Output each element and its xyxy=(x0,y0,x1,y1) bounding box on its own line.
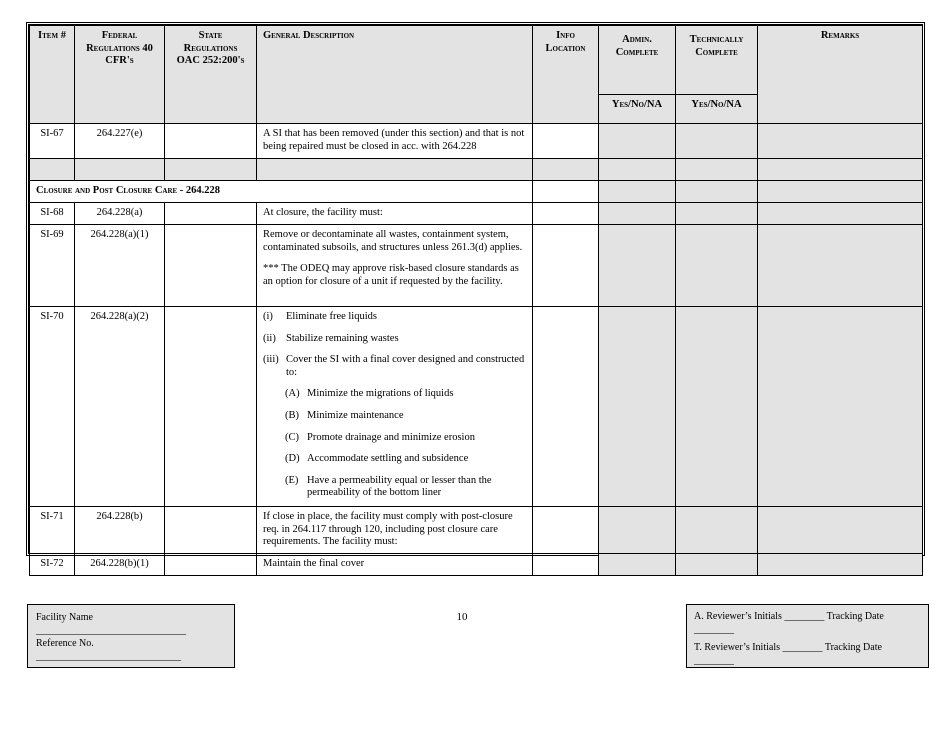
federal-cell: 264.227(e) xyxy=(75,124,165,159)
reference-no-field[interactable]: Reference No. _____________________________ xyxy=(36,638,181,662)
header-federal: Federal Regulations 40 CFR's xyxy=(75,26,165,124)
header-technically-complete: Technically Complete xyxy=(676,26,758,95)
header-yes-no-na-admin: Yes/No/NA xyxy=(599,95,676,124)
remarks-cell[interactable] xyxy=(758,203,923,225)
technically-complete-cell[interactable] xyxy=(676,181,758,203)
technically-complete-cell[interactable] xyxy=(676,307,758,507)
remarks-cell[interactable] xyxy=(758,124,923,159)
item-cell: SI-71 xyxy=(30,506,75,553)
item-cell: SI-68 xyxy=(30,203,75,225)
description-cell: If close in place, the facility must comply with post-closure req. in 264.117 through 120, including post closure care requirements. The facility must: xyxy=(257,506,533,553)
header-state: State Regulations OAC 252:200's xyxy=(165,26,257,124)
description-note: *** The ODEQ may approve risk-based closure standards as an option for closure of a unit if requested by the facility. xyxy=(263,263,519,287)
item-cell: SI-67 xyxy=(30,124,75,159)
remarks-cell[interactable] xyxy=(758,307,923,507)
section-row xyxy=(30,181,923,203)
blank-row xyxy=(30,159,923,181)
state-cell[interactable] xyxy=(165,124,257,159)
info-location-cell[interactable] xyxy=(533,553,599,575)
state-cell[interactable] xyxy=(165,225,257,307)
federal-cell: 264.228(a)(1) xyxy=(75,225,165,307)
description-cell: Maintain the final cover xyxy=(257,553,533,575)
table-row xyxy=(30,225,923,307)
admin-complete-cell[interactable] xyxy=(599,506,676,553)
list-item: (iii) Cover the SI with a final cover designed and constructed to: xyxy=(263,354,525,378)
page-number: 10 xyxy=(456,611,468,623)
list-item: (A) Minimize the migrations of liquids xyxy=(285,388,454,400)
list-item: (E) Have a permeability equal or lesser than the permeability of the bottom liner xyxy=(285,474,492,499)
list-item: (B) Minimize maintenance xyxy=(285,409,404,421)
federal-cell: 264.228(b)(1) xyxy=(75,553,165,575)
list-item: (D) Accommodate settling and subsidence xyxy=(285,453,469,465)
technically-complete-cell[interactable] xyxy=(676,506,758,553)
header-admin-complete: Admin. Complete xyxy=(599,26,676,95)
state-cell[interactable] xyxy=(165,553,257,575)
admin-complete-cell[interactable] xyxy=(599,225,676,307)
federal-cell: 264.228(b) xyxy=(75,506,165,553)
section-title: Closure and Post Closure Care - 264.228 xyxy=(30,181,533,203)
info-location-cell[interactable] xyxy=(533,307,599,507)
table-row xyxy=(30,203,923,225)
federal-cell: 264.228(a)(2) xyxy=(75,307,165,507)
admin-complete-cell[interactable] xyxy=(599,307,676,507)
remarks-cell[interactable] xyxy=(758,225,923,307)
info-location-cell[interactable] xyxy=(533,181,599,203)
info-location-cell[interactable] xyxy=(533,506,599,553)
description-cell xyxy=(257,307,533,507)
technically-complete-cell[interactable] xyxy=(676,553,758,575)
header-info-location: Info Location xyxy=(533,26,599,124)
technically-complete-cell[interactable] xyxy=(676,124,758,159)
facility-info-box xyxy=(27,604,235,668)
list-item: (i) Eliminate free liquids xyxy=(263,311,377,322)
technically-complete-cell[interactable] xyxy=(676,225,758,307)
technically-complete-cell[interactable] xyxy=(676,203,758,225)
admin-complete-cell[interactable] xyxy=(599,124,676,159)
header-description: General Description xyxy=(257,26,533,124)
table-row xyxy=(30,307,923,507)
admin-complete-cell[interactable] xyxy=(599,181,676,203)
table-row xyxy=(30,506,923,553)
header-row xyxy=(30,26,923,95)
description-cell: A SI that has been removed (under this section) and that is not being repaired must be closed in acc. with 264.228 xyxy=(257,124,533,159)
header-item: Item # xyxy=(30,26,75,124)
info-location-cell[interactable] xyxy=(533,203,599,225)
description-paragraph: Remove or decontaminate all wastes, containment system, contaminated subsoils, and structures unless 261.3(d) applies. xyxy=(263,229,523,253)
list-item: (ii) Stabilize remaining wastes xyxy=(263,332,399,344)
remarks-cell[interactable] xyxy=(758,506,923,553)
state-cell[interactable] xyxy=(165,307,257,507)
checklist-table xyxy=(29,25,923,576)
admin-complete-cell[interactable] xyxy=(599,203,676,225)
facility-name-field[interactable]: Facility Name ______________________________ xyxy=(36,612,186,636)
info-location-cell[interactable] xyxy=(533,225,599,307)
state-cell[interactable] xyxy=(165,506,257,553)
description-cell xyxy=(257,225,533,307)
description-cell: At closure, the facility must: xyxy=(257,203,533,225)
item-cell: SI-72 xyxy=(30,553,75,575)
remarks-cell[interactable] xyxy=(758,181,923,203)
header-remarks: Remarks xyxy=(758,26,923,124)
item-cell: SI-70 xyxy=(30,307,75,507)
table-row xyxy=(30,553,923,575)
item-cell: SI-69 xyxy=(30,225,75,307)
t-reviewer-field[interactable]: T. Reviewer’s Initials ________ Tracking Date ________ xyxy=(694,642,882,666)
list-item: (C) Promote drainage and minimize erosion xyxy=(285,431,475,443)
info-location-cell[interactable] xyxy=(533,124,599,159)
federal-cell: 264.228(a) xyxy=(75,203,165,225)
a-reviewer-field[interactable]: A. Reviewer’s Initials ________ Tracking Date ________ xyxy=(694,611,884,635)
table-row xyxy=(30,124,923,159)
remarks-cell[interactable] xyxy=(758,553,923,575)
state-cell[interactable] xyxy=(165,203,257,225)
header-yes-no-na-tech: Yes/No/NA xyxy=(676,95,758,124)
reviewer-box xyxy=(686,604,929,668)
admin-complete-cell[interactable] xyxy=(599,553,676,575)
